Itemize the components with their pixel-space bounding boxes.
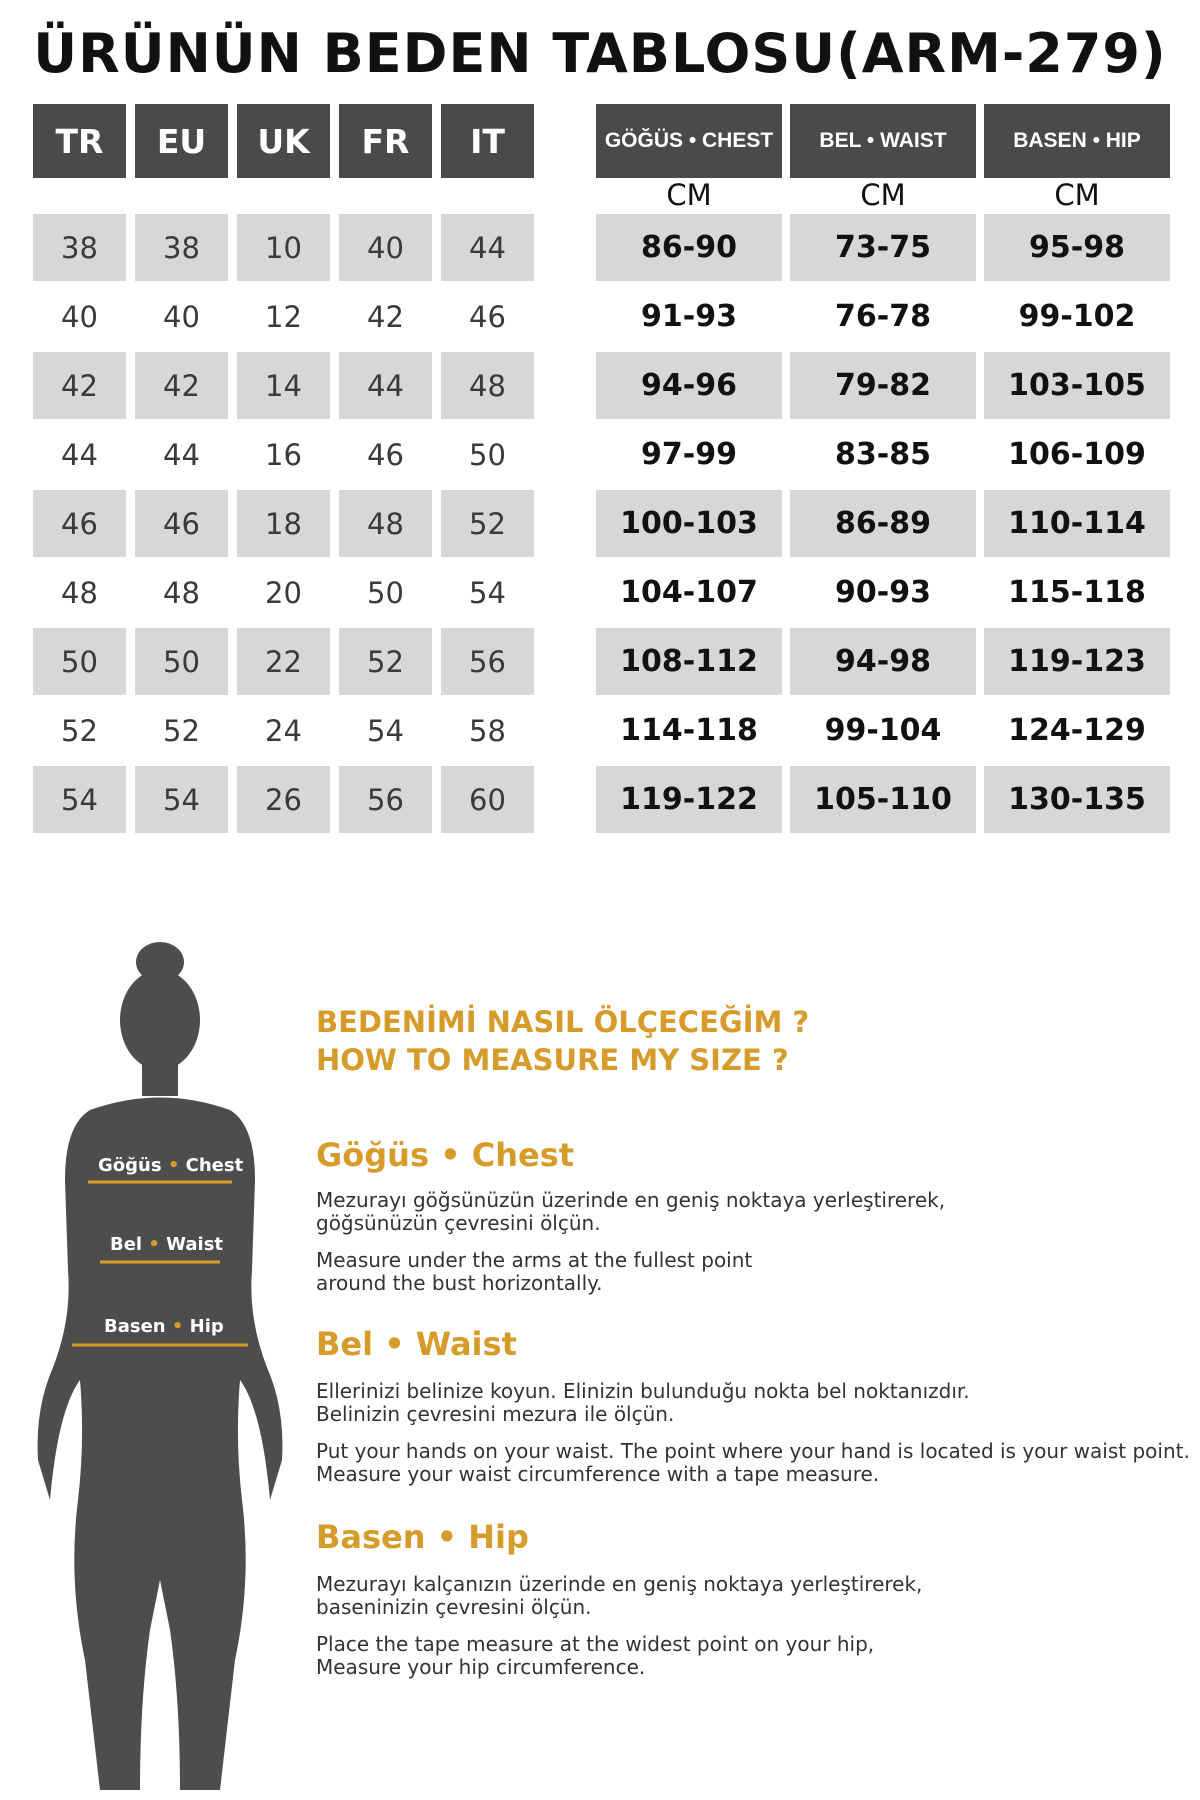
size-cell-uk: 24 [265,713,302,748]
size-header-eu: EU [135,104,228,178]
size-cell-it: 52 [441,490,534,557]
chest-text-en: Measure under the arms at the fullest point around the bust horizontally. [316,1248,753,1295]
waist-text-en: Put your hands on your waist. The point where your hand is located is your waist point. Measure your waist circumference with a tape measure. [316,1439,1190,1486]
figure-chest-tr: Göğüs [98,1155,162,1176]
size-cell-it: 48 [441,352,534,419]
measure-cell-waist: 79-82 [790,352,976,419]
measure-cell-chest: 114-118 [620,713,758,748]
size-cell-fr: 52 [339,628,432,695]
body-silhouette-figure [30,940,290,1800]
size-cell-fr: 46 [367,437,404,472]
size-cell-uk: 12 [265,299,302,334]
size-cell-it: 58 [469,713,506,748]
measure-cell-waist: 94-98 [790,628,976,695]
size-cell-fr: 44 [339,352,432,419]
size-header-fr: FR [339,104,432,178]
size-cell-uk: 18 [237,490,330,557]
measure-cell-waist: 90-93 [835,575,931,610]
size-cell-tr: 46 [33,490,126,557]
figure-waist-en: Waist [166,1234,224,1255]
measure-cell-waist: 73-75 [790,214,976,281]
bullet-dot-icon: • [148,1234,167,1255]
chest-section-title: Göğüs • Chest [316,1136,575,1174]
size-cell-uk: 22 [237,628,330,695]
size-cell-tr: 48 [61,575,98,610]
measure-cell-chest: 86-90 [596,214,782,281]
waist-section-title: Bel • Waist [316,1325,517,1363]
page-title: ÜRÜNÜN BEDEN TABLOSU(ARM-279) [33,22,1167,85]
figure-hip-label [104,1316,224,1337]
figure-chest-label [98,1155,243,1176]
measure-cell-hip: 119-123 [984,628,1170,695]
unit-label-chest: CM [666,178,712,212]
size-cell-eu: 44 [163,437,200,472]
size-cell-tr: 52 [61,713,98,748]
unit-label-hip: CM [1054,178,1100,212]
figure-waist-tr: Bel [110,1234,143,1255]
bullet-dot-icon: • [171,1316,190,1337]
size-cell-tr: 44 [61,437,98,472]
size-cell-it: 44 [441,214,534,281]
size-cell-it: 50 [469,437,506,472]
unit-label-waist: CM [860,178,906,212]
size-cell-uk: 26 [237,766,330,833]
size-cell-eu: 38 [135,214,228,281]
measure-cell-chest: 100-103 [596,490,782,557]
measure-cell-chest: 108-112 [596,628,782,695]
measure-cell-chest: 94-96 [596,352,782,419]
measure-cell-chest: 91-93 [641,299,737,334]
measure-cell-chest: 119-122 [596,766,782,833]
measure-cell-hip: 130-135 [984,766,1170,833]
size-cell-tr: 40 [61,299,98,334]
guide-heading-tr: BEDENİMİ NASIL ÖLÇECEĞİM ? [316,1005,810,1039]
size-cell-eu: 40 [163,299,200,334]
figure-chest-en: Chest [185,1155,244,1176]
size-cell-uk: 20 [265,575,302,610]
guide-heading-en: HOW TO MEASURE MY SIZE ? [316,1043,789,1077]
measure-cell-hip: 103-105 [984,352,1170,419]
size-cell-eu: 54 [135,766,228,833]
size-cell-fr: 50 [367,575,404,610]
measure-cell-hip: 106-109 [1008,437,1146,472]
measure-cell-chest: 104-107 [620,575,758,610]
size-cell-eu: 42 [135,352,228,419]
measure-header-waist: BEL • WAIST [790,104,976,178]
size-header-it: IT [441,104,534,178]
size-cell-it: 60 [441,766,534,833]
size-cell-fr: 42 [367,299,404,334]
size-cell-it: 46 [469,299,506,334]
figure-hip-en: Hip [189,1316,224,1337]
measure-cell-hip: 115-118 [1008,575,1146,610]
size-cell-fr: 54 [367,713,404,748]
waist-text-tr: Ellerinizi belinize koyun. Elinizin bulunduğu nokta bel noktanızdır. Belinizin çevresini mezura ile ölçün. [316,1379,970,1426]
size-cell-eu: 48 [163,575,200,610]
size-cell-eu: 50 [135,628,228,695]
size-cell-fr: 40 [339,214,432,281]
measure-header-hip: BASEN • HIP [984,104,1170,178]
measure-cell-waist: 86-89 [790,490,976,557]
measure-cell-hip: 95-98 [984,214,1170,281]
measure-cell-hip: 110-114 [984,490,1170,557]
size-cell-tr: 50 [33,628,126,695]
hip-text-tr: Mezurayı kalçanızın üzerinde en geniş noktaya yerleştirerek, baseninizin çevresini ölçün. [316,1572,923,1619]
size-cell-uk: 16 [265,437,302,472]
size-cell-tr: 54 [33,766,126,833]
measure-cell-waist: 105-110 [790,766,976,833]
size-cell-tr: 42 [33,352,126,419]
measure-cell-chest: 97-99 [641,437,737,472]
hip-text-en: Place the tape measure at the widest point on your hip, Measure your hip circumference. [316,1632,875,1679]
size-cell-uk: 10 [237,214,330,281]
measure-cell-waist: 83-85 [835,437,931,472]
hip-section-title: Basen • Hip [316,1518,529,1556]
figure-waist-label [110,1234,223,1255]
size-header-tr: TR [33,104,126,178]
measure-cell-waist: 76-78 [835,299,931,334]
measure-header-chest: GÖĞÜS • CHEST [596,104,782,178]
size-cell-uk: 14 [237,352,330,419]
measure-cell-hip: 99-102 [1018,299,1136,334]
size-header-uk: UK [237,104,330,178]
size-cell-fr: 48 [339,490,432,557]
size-cell-eu: 52 [163,713,200,748]
chest-text-tr: Mezurayı göğsünüzün üzerinde en geniş noktaya yerleştirerek, göğsünüzün çevresini ölçün. [316,1188,946,1235]
figure-hip-tr: Basen [104,1316,166,1337]
measure-cell-waist: 99-104 [824,713,942,748]
size-cell-eu: 46 [135,490,228,557]
size-cell-it: 56 [441,628,534,695]
size-cell-it: 54 [469,575,506,610]
bullet-dot-icon: • [167,1155,186,1176]
measure-cell-hip: 124-129 [1008,713,1146,748]
size-cell-fr: 56 [339,766,432,833]
size-cell-tr: 38 [33,214,126,281]
